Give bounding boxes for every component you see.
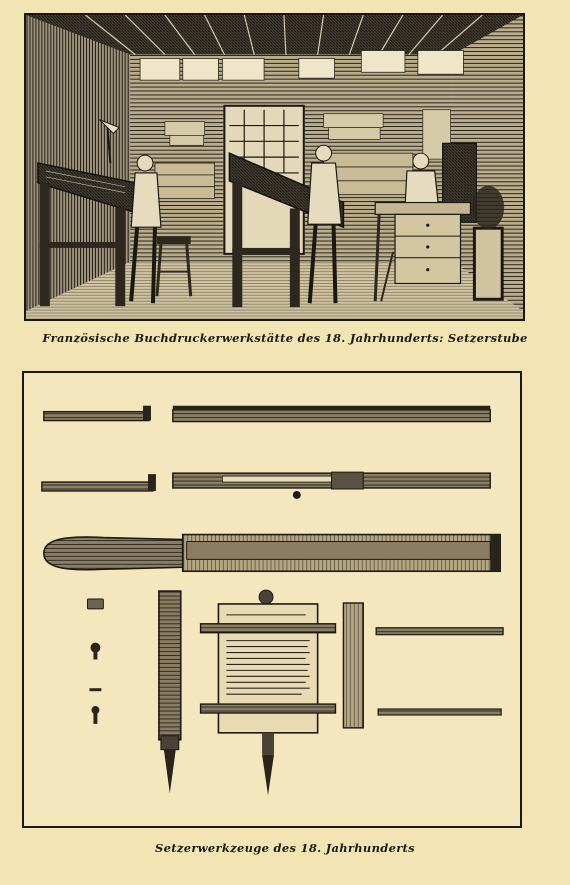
tools-caption: Setzerwerkzeuge des 18. Jahrhunderts <box>155 841 415 855</box>
workshop-caption: Französische Buchdruckerwerkstätte des 18. Jahrhunderts: Setzerstube <box>42 331 528 345</box>
workshop-engraving-illustration <box>26 15 523 319</box>
composing-stick-long <box>173 406 490 422</box>
workshop-engraving <box>24 13 525 321</box>
setting-rule <box>343 603 363 728</box>
composing-stick-handled <box>44 535 500 572</box>
tools-engraving <box>22 371 522 828</box>
tools-engraving-illustration <box>24 373 520 826</box>
